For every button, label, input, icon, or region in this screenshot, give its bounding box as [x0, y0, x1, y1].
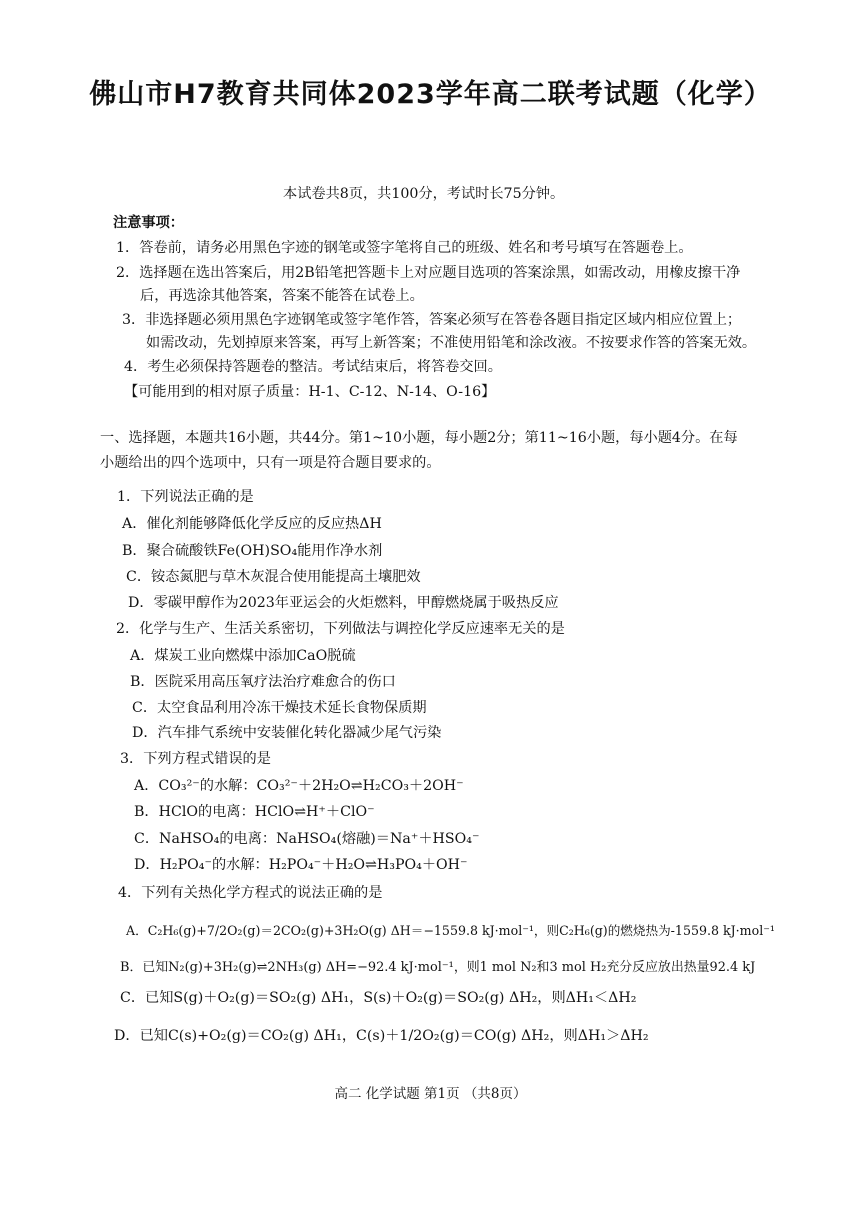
question-4-option-d: D．已知C(s)+O₂(g)＝CO₂(g) ΔH₁，C(s)＋1/2O₂(g)＝CO(g) ΔH₂，则ΔH₁＞ΔH₂ — [114, 1028, 649, 1044]
section-instructions-cont: 小题给出的四个选项中，只有一项是符合题目要求的。 — [100, 455, 441, 471]
question-1-option-c: C．铵态氮肥与草木灰混合使用能提高土壤肥效 — [126, 569, 421, 585]
question-2-option-a: A．煤炭工业向燃煤中添加CaO脱硫 — [130, 648, 356, 664]
page-title: 佛山市H7教育共同体2023学年高二联考试题（化学） — [89, 79, 772, 110]
question-1-option-b: B．聚合硫酸铁Fe(OH)SO₄能用作净水剂 — [122, 543, 383, 559]
notice-item-4: 4．考生必须保持答题卷的整洁。考试结束后，将答卷交回。 — [124, 359, 502, 375]
question-4-option-c: C．已知S(g)＋O₂(g)＝SO₂(g) ΔH₁，S(s)＋O₂(g)＝SO₂(g) ΔH₂，则ΔH₁＜ΔH₂ — [120, 990, 637, 1006]
question-2-option-c: C．太空食品利用冷冻干燥技术延长食物保质期 — [132, 700, 427, 716]
atomic-mass-note: 【可能用到的相对原子质量：H-1、C-12、N-14、O-16】 — [124, 384, 496, 400]
question-4-option-a: A．C₂H₆(g)+7/2O₂(g)＝2CO₂(g)+3H₂O(g) ΔH＝−1559.8 kJ·mol⁻¹，则C₂H₆(g)的燃烧热为-1559.8 kJ·mol⁻¹ — [126, 923, 775, 938]
question-3-option-b: B．HClO的电离：HClO⇌H⁺＋ClO⁻ — [134, 804, 375, 820]
question-3-option-a: A．CO₃²⁻的水解：CO₃²⁻＋2H₂O⇌H₂CO₃＋2OH⁻ — [134, 778, 464, 794]
notice-item-2: 2．选择题在选出答案后，用2B铅笔把答题卡上对应题目选项的答案涂黑，如需改动，用橡皮擦干净 — [116, 265, 741, 281]
question-3-option-c: C．NaHSO₄的电离：NaHSO₄(熔融)＝Na⁺＋HSO₄⁻ — [134, 831, 480, 847]
question-4-option-b: B．已知N₂(g)+3H₂(g)⇌2NH₃(g) ΔH=−92.4 kJ·mol⁻¹，则1 mol N₂和3 mol H₂充分反应放出热量92.4 kJ — [120, 960, 756, 975]
notice-heading: 注意事项： — [113, 215, 184, 231]
notice-item-3-cont: 如需改动，先划掉原来答案，再写上新答案；不准使用铅笔和涂改液。不按要求作答的答案无效。 — [146, 335, 757, 351]
question-2-stem: 2．化学与生产、生活关系密切，下列做法与调控化学反应速率无关的是 — [116, 621, 565, 637]
question-1-stem: 1．下列说法正确的是 — [117, 489, 254, 505]
question-1-option-a: A．催化剂能够降低化学反应的反应热ΔH — [122, 516, 382, 532]
notice-item-2-cont: 后，再选涂其他答案，答案不能答在试卷上。 — [140, 288, 424, 304]
question-2-option-d: D．汽车排气系统中安装催化转化器减少尾气污染 — [132, 725, 442, 741]
section-instructions: 一、选择题，本题共16小题，共44分。第1~10小题，每小题2分；第11~16小题，每小题4分。在每 — [100, 430, 738, 446]
question-3-option-d: D．H₂PO₄⁻的水解：H₂PO₄⁻＋H₂O⇌H₃PO₄＋OH⁻ — [134, 857, 468, 873]
question-4-stem: 4．下列有关热化学方程式的说法正确的是 — [118, 885, 383, 901]
notice-item-1: 1．答卷前，请务必用黑色字迹的钢笔或签字笔将自己的班级、姓名和考号填写在答题卷上。 — [116, 240, 693, 256]
page-footer: 高二 化学试题 第1页 （共8页） — [334, 1086, 527, 1102]
question-2-option-b: B．医院采用高压氧疗法治疗难愈合的伤口 — [130, 674, 396, 690]
notice-item-3: 3．非选择题必须用黑色字迹钢笔或签字笔作答，答案必须写在答卷各题目指定区域内相应位置上； — [122, 312, 742, 328]
exam-info: 本试卷共8页，共100分，考试时长75分钟。 — [283, 186, 565, 202]
question-3-stem: 3．下列方程式错误的是 — [120, 751, 271, 767]
question-1-option-d: D．零碳甲醇作为2023年亚运会的火炬燃料，甲醇燃烧属于吸热反应 — [128, 595, 559, 611]
